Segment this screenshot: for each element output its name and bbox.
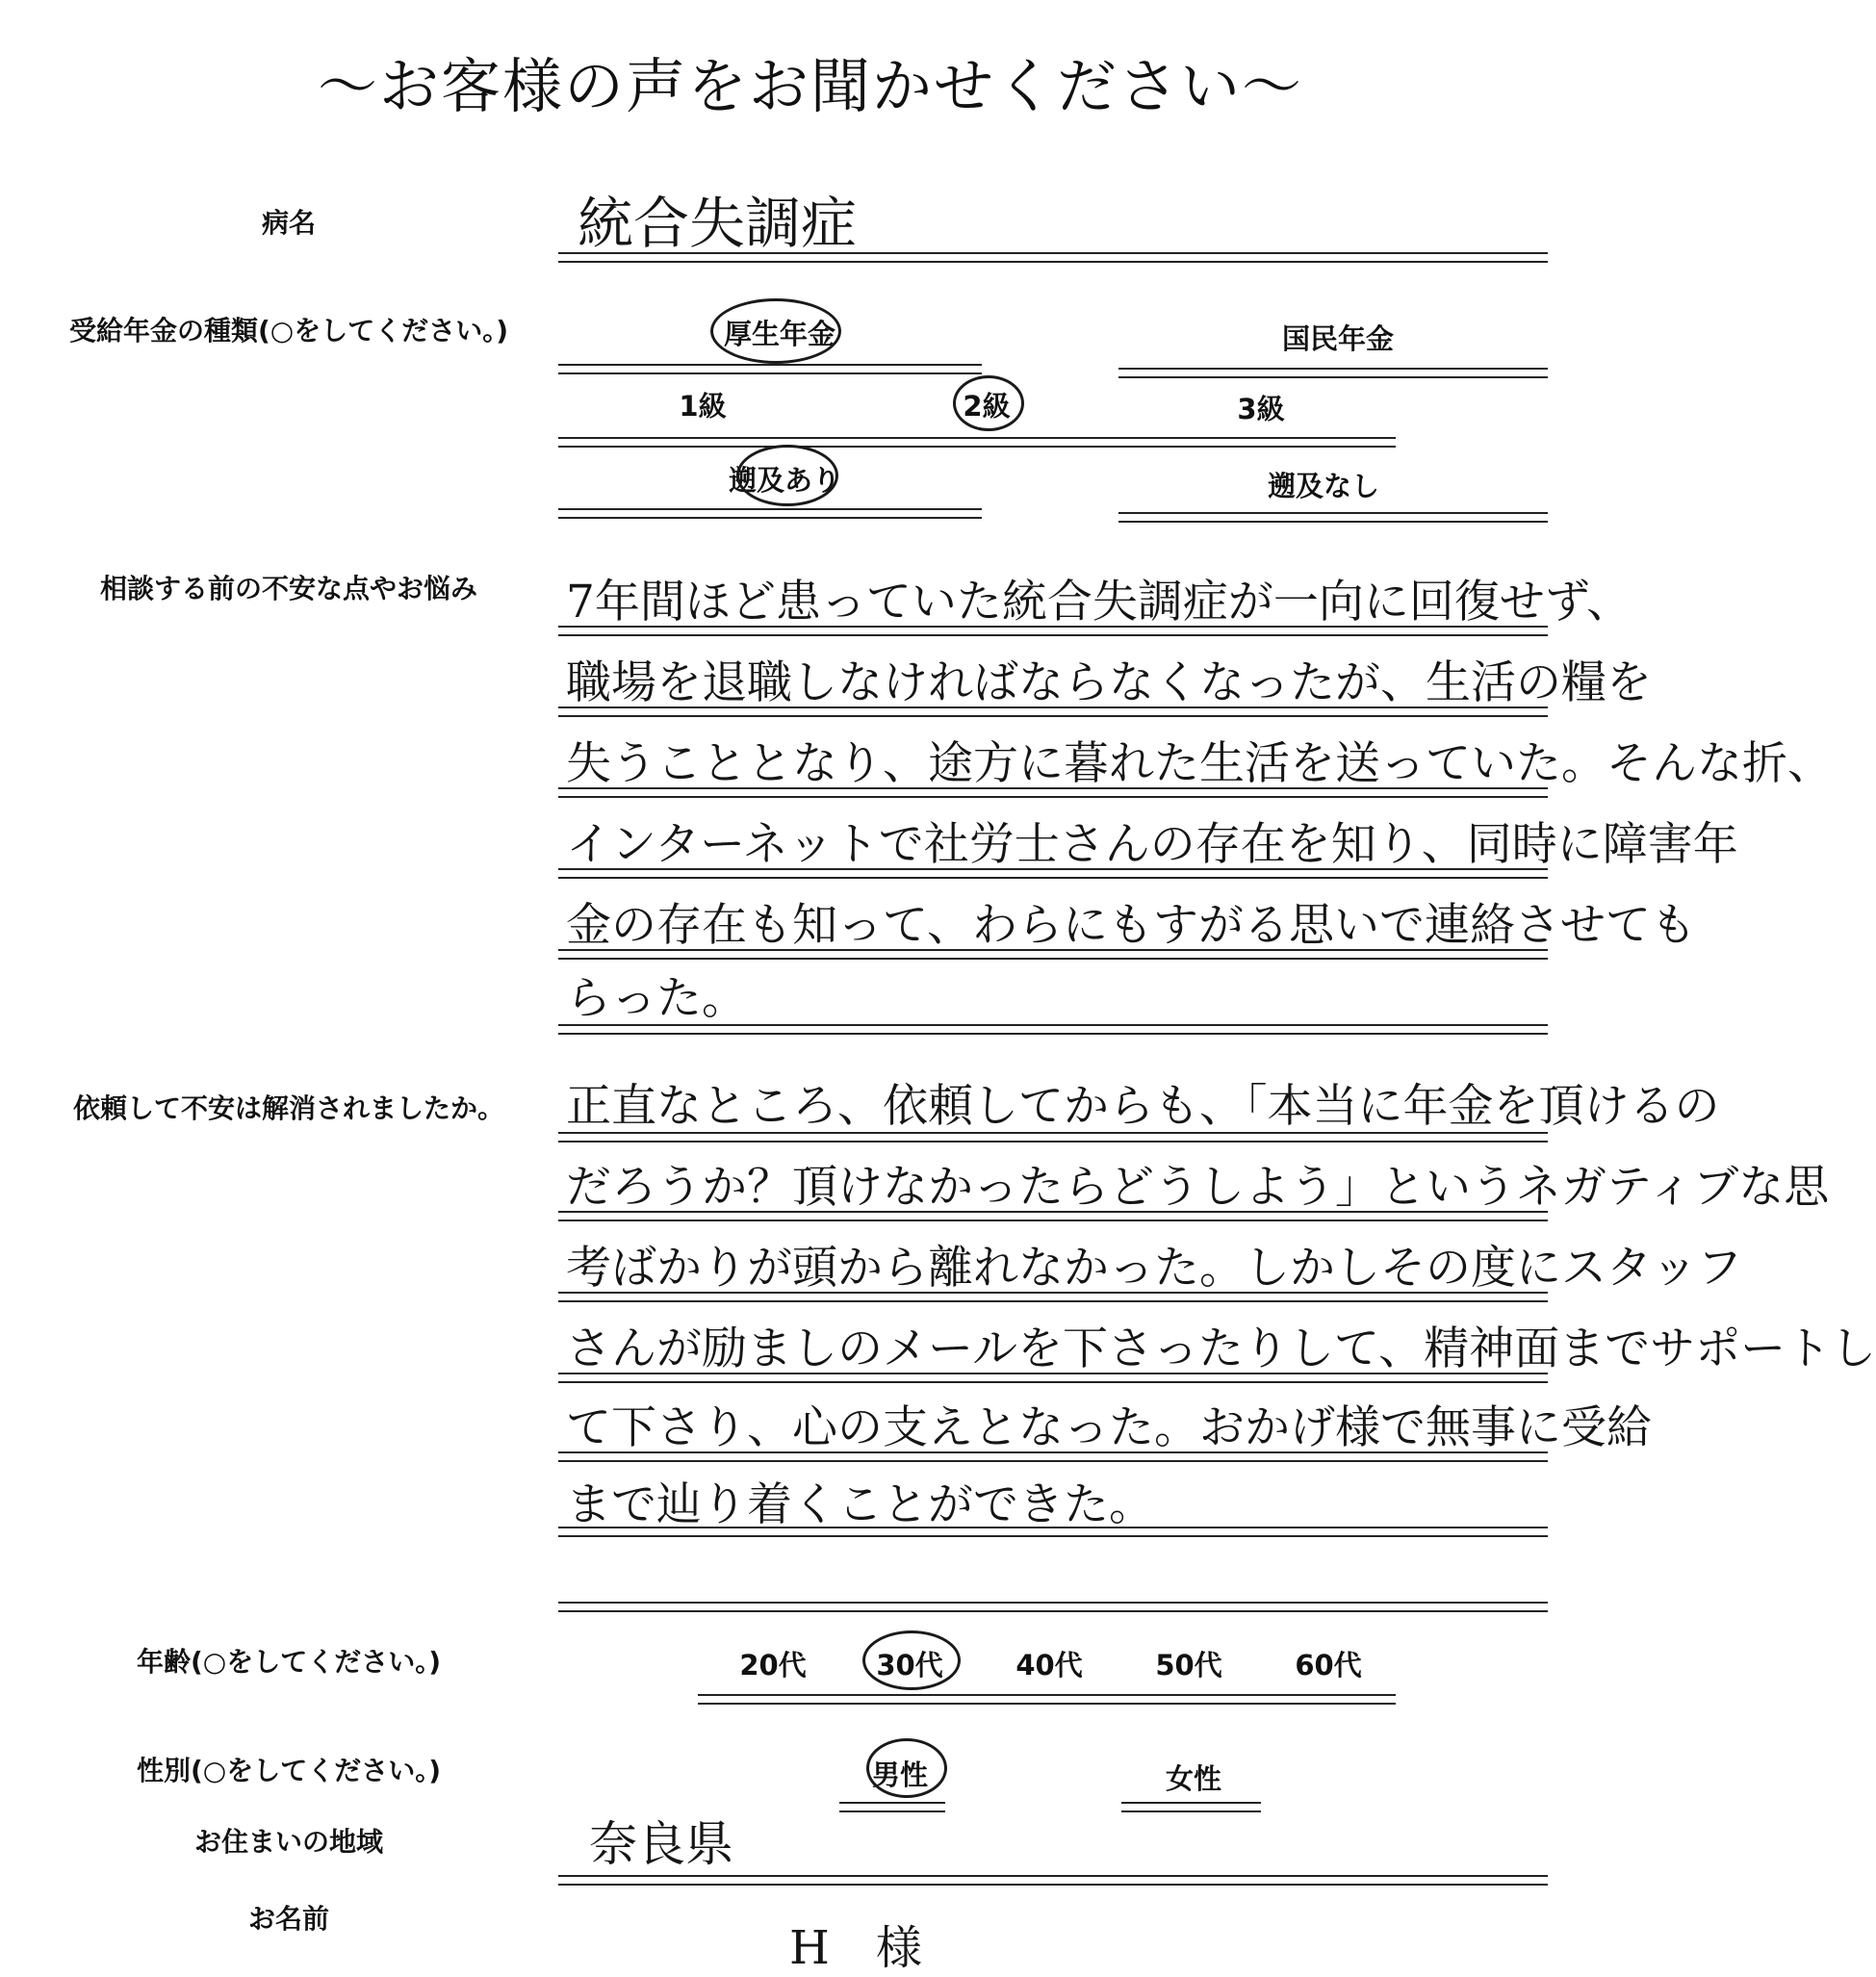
pension-underline-left <box>558 364 982 366</box>
gender-underline-right <box>1121 1802 1261 1804</box>
disease-value[interactable]: 統合失調症 <box>578 191 858 256</box>
worries-line: らった。 <box>566 972 747 1025</box>
grade-underline <box>558 437 1396 439</box>
name-value[interactable]: H 様 <box>789 1921 922 1975</box>
writing-rule <box>558 1292 1548 1294</box>
resolved-line: まで辿り着くことができた。 <box>566 1478 1154 1531</box>
option-kokumin-nenkin[interactable]: 国民年金 <box>1281 322 1394 355</box>
name-label: お名前 <box>247 1903 329 1935</box>
resolved-line: さんが励ましのメールを下さったりして、精神面までサポートし <box>566 1322 1876 1375</box>
selection-circle-age <box>862 1630 961 1690</box>
option-age-20s[interactable]: 20代 <box>739 1649 807 1682</box>
writing-rule <box>558 706 1548 708</box>
region-value[interactable]: 奈良県 <box>589 1816 733 1872</box>
option-grade-2[interactable]: 2級 <box>963 390 1011 423</box>
resolved-line: て下さり、心の支えとなった。おかげ様で無事に受給 <box>566 1401 1652 1454</box>
selection-circle-grade <box>953 375 1024 431</box>
writing-rule <box>558 868 1548 870</box>
disease-label: 病名 <box>261 207 316 239</box>
region-underline <box>558 1875 1548 1877</box>
page-title: ～お客様の声をお聞かせください～ <box>317 51 1303 121</box>
gender-underline-left <box>839 1802 945 1804</box>
selection-circle-kosei <box>710 298 841 364</box>
retroactive-underline-left <box>558 508 982 510</box>
selection-circle-gender <box>866 1738 947 1798</box>
worries-line: 金の存在も知って、わらにもすがる思いで連絡させても <box>566 899 1697 952</box>
option-retroactive-no[interactable]: 遡及なし <box>1267 470 1379 502</box>
option-retroactive-yes[interactable]: 遡及あり <box>728 464 840 497</box>
retroactive-underline-right <box>1118 512 1548 514</box>
option-age-60s[interactable]: 60代 <box>1295 1649 1362 1682</box>
worries-line: インターネットで社労士さんの存在を知り、同時に障害年 <box>566 818 1738 871</box>
worries-label: 相談する前の不安な点やお悩み <box>99 573 477 604</box>
resolved-label: 依頼して不安は解消されましたか。 <box>72 1092 504 1124</box>
writing-rule <box>558 1602 1548 1604</box>
option-kosei-nenkin[interactable]: 厚生年金 <box>723 318 835 350</box>
disease-underline <box>558 252 1548 254</box>
worries-line: 職場を退職しなければならなくなったが、生活の糧を <box>566 656 1652 709</box>
writing-rule <box>558 626 1548 628</box>
region-label: お住まいの地域 <box>193 1826 383 1858</box>
option-age-40s[interactable]: 40代 <box>1015 1649 1083 1682</box>
pension-type-label: 受給年金の種類(○をしてください。) <box>68 315 509 347</box>
writing-rule <box>558 787 1548 789</box>
option-gender-female[interactable]: 女性 <box>1165 1762 1221 1795</box>
writing-rule <box>558 1451 1548 1453</box>
writing-rule <box>558 1024 1548 1026</box>
writing-rule <box>558 949 1548 951</box>
pension-underline-right <box>1118 368 1548 370</box>
resolved-line: 正直なところ、依頼してからも、「本当に年金を頂けるの <box>566 1080 1720 1133</box>
writing-rule <box>558 1373 1548 1374</box>
resolved-line: だろうか？頂けなかったらどうしよう」というネガティブな思 <box>566 1161 1830 1214</box>
option-grade-3[interactable]: 3級 <box>1237 393 1285 425</box>
age-underline <box>698 1694 1396 1696</box>
writing-rule <box>558 1527 1548 1528</box>
worries-line: 失うこととなり、途方に暮れた生活を送っていた。そんな折、 <box>566 737 1833 790</box>
selection-circle-retroactive <box>736 445 838 506</box>
option-age-30s[interactable]: 30代 <box>876 1649 943 1682</box>
gender-label: 性別(○をしてください。) <box>136 1755 442 1786</box>
worries-line: 7年間ほど患っていた統合失調症が一向に回復せず、 <box>566 576 1632 629</box>
writing-rule <box>558 1132 1548 1134</box>
option-age-50s[interactable]: 50代 <box>1155 1649 1222 1682</box>
option-gender-male[interactable]: 男性 <box>871 1759 928 1791</box>
age-label: 年齢(○をしてください。) <box>136 1646 442 1678</box>
resolved-line: 考ばかりが頭から離れなかった。しかしその度にスタッフ <box>566 1242 1742 1295</box>
option-grade-1[interactable]: 1級 <box>679 390 727 423</box>
writing-rule <box>558 1211 1548 1213</box>
